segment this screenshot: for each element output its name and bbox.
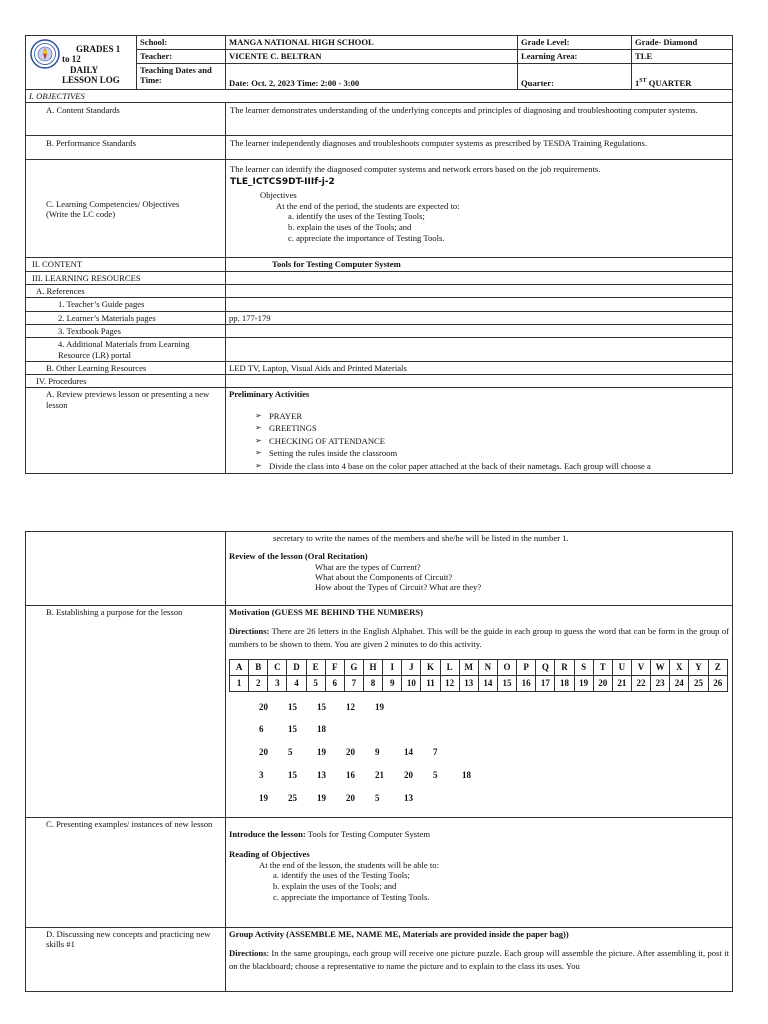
other-resources-label: B. Other Learning Resources: [26, 361, 226, 374]
alphabet-number: 5: [306, 675, 325, 691]
preliminary-list: [255, 410, 729, 472]
reading-intro: At the end of the lesson, the students will be able to:: [259, 859, 439, 870]
learners-materials-value: pp. 177-179: [226, 311, 733, 324]
puzzle-number: 20: [259, 747, 268, 758]
puzzle-number: 20: [346, 792, 355, 803]
alphabet-number: 25: [689, 675, 708, 691]
puzzle-number: 15: [288, 770, 297, 781]
alphabet-letter: L: [440, 660, 459, 676]
alphabet-number: 7: [344, 675, 363, 691]
puzzle-number: 20: [404, 770, 413, 781]
puzzle-row: [259, 702, 729, 713]
puzzle-row: [259, 770, 729, 781]
quarter-value: 1ST QUARTER: [632, 64, 733, 90]
other-resources-value: LED TV, Laptop, Visual Aids and Printed Materials: [226, 361, 733, 374]
performance-standards-label: B. Performance Standards: [26, 136, 226, 160]
introduce-lesson: Introduce the lesson: Tools for Testing Computer System: [229, 829, 430, 839]
puzzle-number: 19: [259, 792, 268, 803]
alphabet-number: 13: [459, 675, 478, 691]
alphabet-number: 2: [249, 675, 268, 691]
alphabet-number: 11: [421, 675, 440, 691]
puzzle-number: 3: [259, 770, 264, 781]
puzzle-number: 7: [433, 747, 438, 758]
grade-level-value: Grade- Diamond: [632, 36, 733, 50]
alphabet-letter: S: [574, 660, 593, 676]
alphabet-number: 16: [517, 675, 536, 691]
puzzle-number: 14: [404, 747, 413, 758]
group-activity-cell: [226, 928, 733, 992]
learning-resources-label: III. LEARNING RESOURCES: [26, 271, 226, 284]
objectives-intro: At the end of the period, the students are expected to:: [276, 200, 460, 211]
school-label: School:: [137, 36, 226, 50]
preliminary-heading: Preliminary Activities: [229, 389, 310, 400]
alphabet-number: 22: [631, 675, 650, 691]
list-item: a. identify the uses of the Testing Tools;: [288, 211, 425, 222]
teachers-guide-label: 1. Teacher’s Guide pages: [26, 298, 226, 311]
alphabet-number: 6: [325, 675, 344, 691]
motivation-heading: Motivation (GUESS ME BEHIND THE NUMBERS): [229, 607, 423, 617]
quarter-label: Quarter:: [518, 64, 632, 90]
puzzle-number: 20: [346, 747, 355, 758]
teacher-value: VICENTE C. BELTRAN: [226, 50, 518, 64]
objectives-heading: Objectives: [260, 190, 297, 201]
references-label: A. References: [26, 284, 226, 297]
alphabet-letter: Y: [689, 660, 708, 676]
motivation-directions: Directions: There are 26 letters in the English Alphabet. This will be the guide in each group to guess the word that can be form in the group of numbers to be shown to them. You are given 2 minutes to do this activity.: [229, 626, 729, 650]
learning-area-value: TLE: [632, 50, 733, 64]
lesson-log-page-2: [25, 531, 733, 992]
reading-objectives-heading: Reading of Objectives: [229, 849, 310, 860]
content-standards-text: The learner demonstrates understanding of the underlying concepts and principles of diagnosing and troubleshooting computer systems.: [226, 103, 733, 136]
puzzle-number: 25: [288, 792, 297, 803]
discussing-concepts-label: D. Discussing new concepts and practicing new skills #1: [26, 928, 226, 992]
alphabet-number: 4: [287, 675, 306, 691]
alphabet-number: 24: [670, 675, 689, 691]
alphabet-letter: E: [306, 660, 325, 676]
puzzle-number: 13: [404, 792, 413, 803]
list-item: b. explain the uses of the Tools; and: [288, 222, 412, 233]
alphabet-letter: C: [268, 660, 287, 676]
alphabet-number: 14: [478, 675, 497, 691]
puzzle-number: 19: [375, 701, 384, 712]
alphabet-letter: Q: [536, 660, 555, 676]
alphabet-letter: P: [517, 660, 536, 676]
review-continuation-cell: [226, 532, 733, 606]
alphabet-number: 3: [268, 675, 287, 691]
establishing-purpose-label: B. Establishing a purpose for the lesson: [26, 606, 226, 818]
alphabet-letter: M: [459, 660, 478, 676]
school-value: MANGA NATIONAL HIGH SCHOOL: [226, 36, 518, 50]
list-item: ➢ CHECKING OF ATTENDANCE: [255, 435, 729, 447]
objectives-section-header: I. OBJECTIVES: [26, 90, 733, 103]
puzzle-number: 16: [346, 770, 355, 781]
list-item: c. appreciate the importance of Testing Tools.: [273, 892, 430, 903]
group-activity-directions: Directions: In the same groupings, each group will receive one picture puzzle. Each group will assemble the picture. After assembling it, post it on the blackboard; choose a representative to name the picture and to explain to the class its uses. You: [229, 948, 729, 971]
textbook-pages-label: 3. Textbook Pages: [26, 324, 226, 337]
alphabet-number: 1: [230, 675, 249, 691]
alphabet-letter: D: [287, 660, 306, 676]
alphabet-letter: F: [325, 660, 344, 676]
review-heading: Review of the lesson (Oral Recitation): [229, 551, 368, 562]
list-item: ➢ PRAYER: [255, 410, 729, 422]
grade-level-label: Grade Level:: [518, 36, 632, 50]
puzzle-number: 18: [317, 724, 326, 735]
alphabet-number: 20: [593, 675, 612, 691]
content-label: II. CONTENT: [26, 258, 226, 271]
alphabet-letter: R: [555, 660, 574, 676]
alphabet-number: 17: [536, 675, 555, 691]
puzzle-number: 5: [375, 792, 380, 803]
alphabet-number: 18: [555, 675, 574, 691]
content-value: Tools for Testing Computer System: [226, 258, 733, 271]
puzzle-number: 15: [317, 701, 326, 712]
alphabet-number: 15: [497, 675, 516, 691]
alphabet-letter: U: [612, 660, 631, 676]
alphabet-letter: J: [402, 660, 421, 676]
puzzle-number: 12: [346, 701, 355, 712]
deped-seal-icon: [30, 39, 60, 69]
preliminary-activities-cell: [226, 388, 733, 474]
alphabet-letter: T: [593, 660, 612, 676]
reading-objectives-list: [229, 870, 729, 904]
alphabet-letter: O: [497, 660, 516, 676]
header-logo-cell: [26, 36, 137, 90]
puzzle-number: 15: [288, 701, 297, 712]
alphabet-table: [229, 659, 728, 692]
alphabet-letter: K: [421, 660, 440, 676]
teaching-dates-label: Teaching Dates and Time:: [137, 64, 226, 90]
introduce-lesson-cell: [226, 818, 733, 928]
list-item: ➢ Divide the class into 4 base on the color paper attached at the back of their nametags. Each group will choose a: [255, 460, 729, 472]
puzzle-number: 6: [259, 724, 264, 735]
list-item: c. appreciate the importance of Testing Tools.: [288, 233, 445, 244]
learners-materials-label: 2. Learner’s Materials pages: [26, 311, 226, 324]
learning-area-label: Learning Area:: [518, 50, 632, 64]
alphabet-letter: Z: [708, 660, 727, 676]
puzzle-number: 21: [375, 770, 384, 781]
puzzle-number: 5: [433, 770, 438, 781]
alphabet-letter: A: [230, 660, 249, 676]
date-time-value: Date: Oct. 2, 2023 Time: 2:00 - 3:00: [226, 64, 518, 90]
additional-materials-label: 4. Additional Materials from Learning Resource (LR) portal: [26, 338, 226, 362]
performance-standards-text: The learner independently diagnoses and troubleshoots computer systems as prescribed by TESDA Training Regulations.: [226, 136, 733, 160]
alphabet-letter: B: [249, 660, 268, 676]
alphabet-letter: H: [363, 660, 382, 676]
list-item: a. identify the uses of the Testing Tools;: [273, 869, 410, 880]
puzzle-number: 19: [317, 792, 326, 803]
alphabet-letter: N: [478, 660, 497, 676]
continuation-text: secretary to write the names of the members and she/he will be listed in the number 1.: [273, 533, 569, 543]
review-question: What about the Components of Circuit?: [315, 571, 453, 582]
alphabet-number: 21: [612, 675, 631, 691]
alphabet-number: 19: [574, 675, 593, 691]
puzzle-row: [259, 747, 729, 758]
puzzle-number: 13: [317, 770, 326, 781]
alphabet-number: 9: [383, 675, 402, 691]
alphabet-letter: V: [631, 660, 650, 676]
list-item: b. explain the uses of the Tools; and: [273, 881, 397, 892]
procedures-label: IV. Procedures: [26, 375, 226, 388]
alphabet-letter: I: [383, 660, 402, 676]
alphabet-number: 12: [440, 675, 459, 691]
list-item: ➢ GREETINGS: [255, 422, 729, 434]
review-lesson-label: A. Review previews lesson or presenting a new lesson: [26, 388, 226, 474]
presenting-examples-label: C. Presenting examples/ instances of new lesson: [26, 818, 226, 928]
list-item: ➢ Setting the rules inside the classroom: [255, 447, 729, 459]
puzzle-row: [259, 793, 729, 804]
review-question: What are the types of Current?: [315, 561, 421, 572]
review-question: How about the Types of Circuit? What are they?: [315, 582, 482, 593]
alphabet-number: 23: [651, 675, 670, 691]
group-activity-heading: Group Activity (ASSEMBLE ME, NAME ME, Materials are provided inside the paper bag)): [229, 929, 569, 939]
alphabet-number: 10: [402, 675, 421, 691]
alphabet-letter: X: [670, 660, 689, 676]
teacher-label: Teacher:: [137, 50, 226, 64]
puzzle-number: 5: [288, 747, 293, 758]
lesson-log-page-1: [25, 35, 733, 474]
alphabet-letter: G: [344, 660, 363, 676]
puzzle-number: 19: [317, 747, 326, 758]
alphabet-number: 26: [708, 675, 727, 691]
puzzle-number: 9: [375, 747, 380, 758]
objectives-list: [230, 211, 728, 245]
puzzle-number: 18: [462, 770, 471, 781]
learning-competencies-cell: [226, 160, 733, 258]
puzzle-number: 20: [259, 701, 268, 712]
alphabet-letter: W: [651, 660, 670, 676]
lesson-log-title: GRADES 1 to 12 DAILY LESSON LOG: [62, 44, 121, 86]
alphabet-number: 8: [363, 675, 382, 691]
number-puzzle: [229, 702, 729, 804]
competency-code: TLE_ICTCS9DT-IIIf-j-2: [230, 176, 335, 187]
content-standards-label: A. Content Standards: [26, 103, 226, 136]
learning-competencies-label: C. Learning Competencies/ Objectives (Write the LC code): [26, 160, 226, 258]
motivation-cell: [226, 606, 733, 818]
competency-text: The learner can identify the diagnosed computer systems and network errors based on the job requirements.: [230, 164, 601, 175]
puzzle-row: [259, 724, 729, 735]
puzzle-number: 15: [288, 724, 297, 735]
